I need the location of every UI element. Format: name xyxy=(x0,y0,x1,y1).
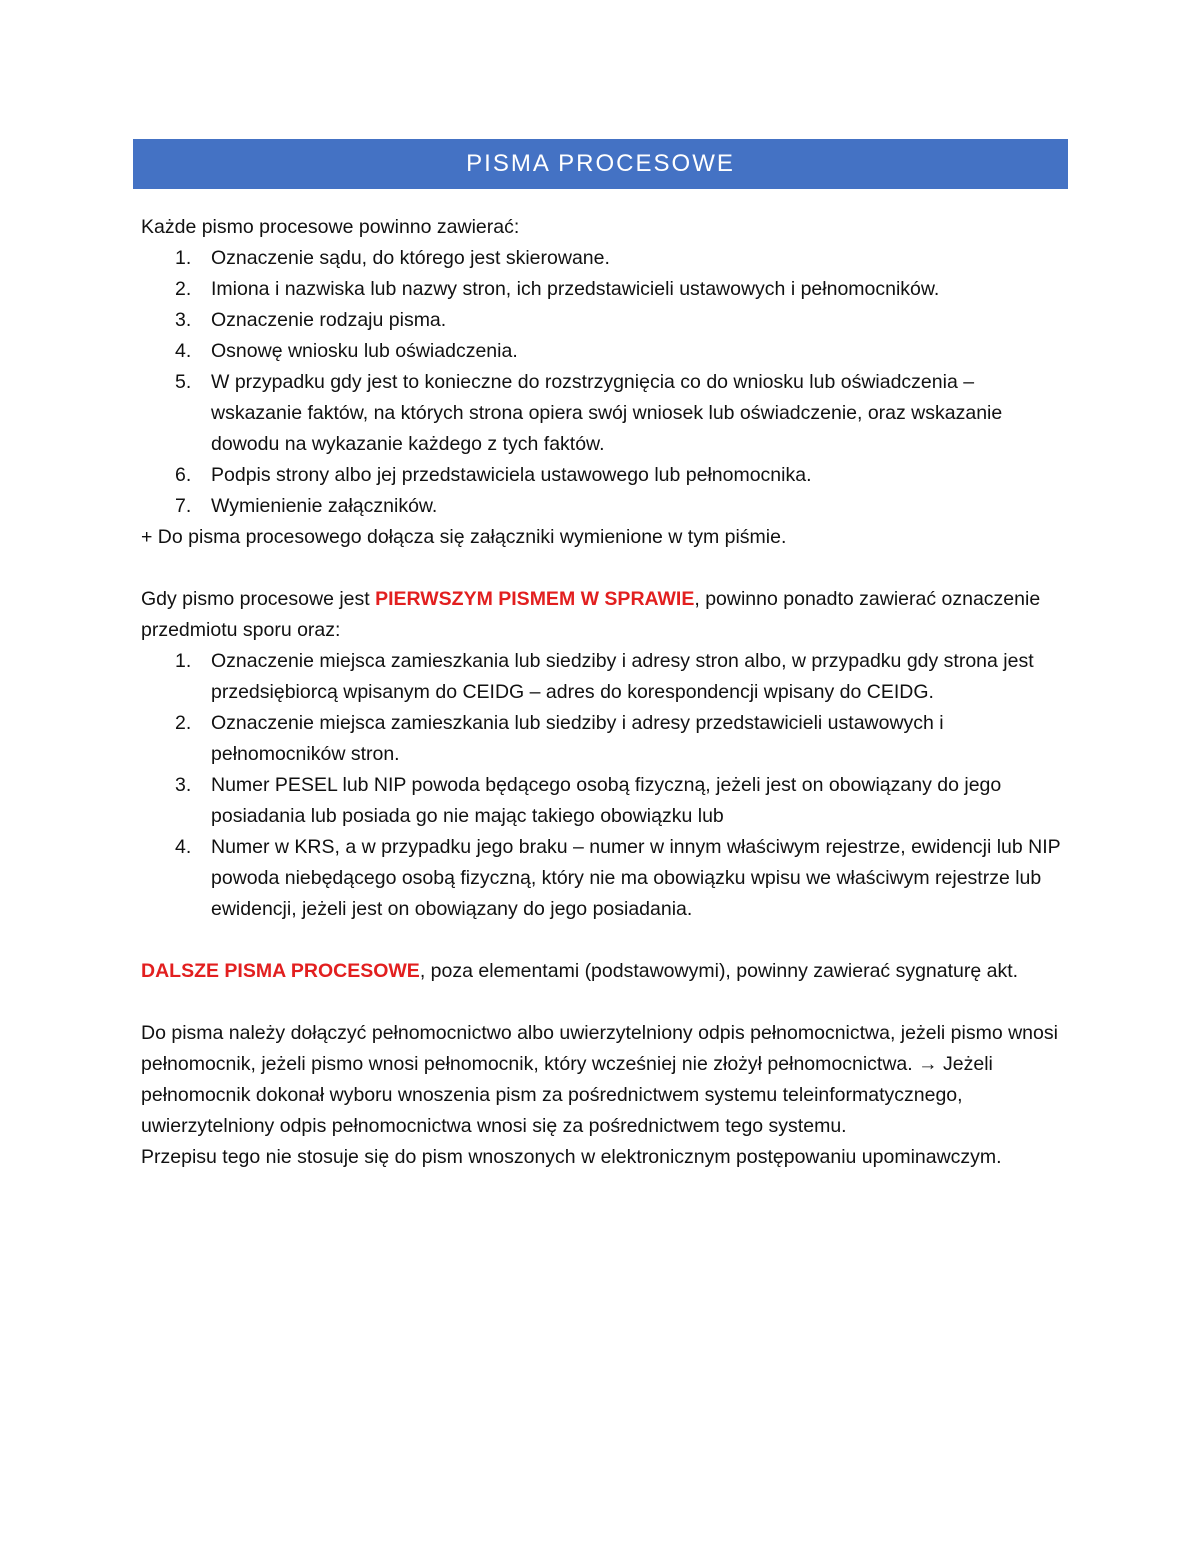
section2-list xyxy=(141,646,1061,925)
section2-highlight: PIERWSZYM PISMEM W SPRAWIE xyxy=(375,588,695,610)
spacer xyxy=(141,987,1061,1018)
list-item-text: Osnowę wniosku lub oświadczenia. xyxy=(211,340,518,362)
list-item xyxy=(141,646,1061,708)
list-number: 3. xyxy=(175,774,192,796)
section3-paragraph xyxy=(141,956,1061,987)
list-number: 1. xyxy=(175,247,192,269)
list-item xyxy=(141,336,1061,367)
list-item xyxy=(141,243,1061,274)
list-item xyxy=(141,305,1061,336)
list-number: 2. xyxy=(175,278,192,300)
list-number: 2. xyxy=(175,712,192,734)
list-item-text: Podpis strony albo jej przedstawiciela ustawowego lub pełnomocnika. xyxy=(211,464,812,486)
list-item-text: Oznaczenie miejsca zamieszkania lub siedziby i adresy stron albo, w przypadku gdy strona jest przedsiębiorcą wpisanym do CEIDG – adres do korespondencji wpisany do CEIDG. xyxy=(211,650,1034,703)
list-item xyxy=(141,832,1061,925)
list-item-text: Oznaczenie sądu, do którego jest skierowane. xyxy=(211,247,610,269)
list-item-text: Wymienienie załączników. xyxy=(211,495,438,517)
document-body xyxy=(141,212,1061,1173)
list-item-text: Oznaczenie miejsca zamieszkania lub siedziby i adresy przedstawicieli ustawowych i pełnomocników stron. xyxy=(211,712,944,765)
section2-intro-before: Gdy pismo procesowe jest xyxy=(141,588,376,610)
section1-intro: Każde pismo procesowe powinno zawierać: xyxy=(141,216,520,238)
list-number: 6. xyxy=(175,464,192,486)
list-number: 7. xyxy=(175,495,192,517)
section3-highlight: DALSZE PISMA PROCESOWE xyxy=(141,960,420,982)
section2-intro-after: , powinno ponadto zawierać oznaczenie przedmiotu sporu oraz: xyxy=(141,588,1041,641)
list-number: 4. xyxy=(175,836,192,858)
section4-text-after: Jeżeli pełnomocnik dokonał wyboru wnoszenia pism za pośrednictwem systemu teleinformatycznego, uwierzytelniony odpis pełnomocnictwa wnosi się za pośrednictwem tego systemu. xyxy=(141,1053,993,1137)
list-item xyxy=(141,460,1061,491)
page-title: PISMA PROCESOWE xyxy=(466,150,735,177)
list-number: 1. xyxy=(175,650,192,672)
right-arrow-icon: → xyxy=(918,1053,938,1075)
section1-note: + Do pisma procesowego dołącza się załączniki wymienione w tym piśmie. xyxy=(141,526,787,548)
spacer xyxy=(141,925,1061,956)
section3-text: , poza elementami (podstawowymi), powinny zawierać sygnaturę akt. xyxy=(419,960,1019,982)
list-item-text: W przypadku gdy jest to konieczne do rozstrzygnięcia co do wniosku lub oświadczenia – wskazanie faktów, na których strona opiera swój wniosek lub oświadczenie, oraz wskazanie dowodu na wykazanie każdego z tych faktów. xyxy=(211,371,1003,455)
list-item xyxy=(141,770,1061,832)
spacer xyxy=(141,553,1061,584)
section4-paragraph xyxy=(141,1018,1061,1142)
section1-list xyxy=(141,243,1061,522)
list-number: 3. xyxy=(175,309,192,331)
list-item-text: Numer PESEL lub NIP powoda będącego osobą fizyczną, jeżeli jest on obowiązany do jego posiadania lub posiada go nie mając takiego obowiązku lub xyxy=(211,774,1002,827)
list-item xyxy=(141,708,1061,770)
list-item-text: Oznaczenie rodzaju pisma. xyxy=(211,309,447,331)
section2-intro xyxy=(141,584,1061,646)
list-number: 5. xyxy=(175,371,192,393)
list-item-text: Numer w KRS, a w przypadku jego braku – numer w innym właściwym rejestrze, ewidencji lub NIP powoda niebędącego osobą fizyczną, który nie ma obowiązku wpisu we właściwym rejestrze lub ewidencji, jeżeli jest on obowiązany do jego posiadania. xyxy=(211,836,1061,920)
section4-last: Przepisu tego nie stosuje się do pism wnoszonych w elektronicznym postępowaniu upominawczym. xyxy=(141,1146,1002,1168)
title-banner xyxy=(133,139,1068,189)
list-item xyxy=(141,367,1061,460)
list-number: 4. xyxy=(175,340,192,362)
list-item-text: Imiona i nazwiska lub nazwy stron, ich przedstawicieli ustawowych i pełnomocników. xyxy=(211,278,940,300)
section4-text-before: Do pisma należy dołączyć pełnomocnictwo albo uwierzytelniony odpis pełnomocnictwa, jeżeli pismo wnosi pełnomocnik, jeżeli pismo wnosi pełnomocnik, który wcześniej nie złożył pełnomocnictwa. xyxy=(141,1022,1058,1075)
list-item xyxy=(141,274,1061,305)
list-item xyxy=(141,491,1061,522)
